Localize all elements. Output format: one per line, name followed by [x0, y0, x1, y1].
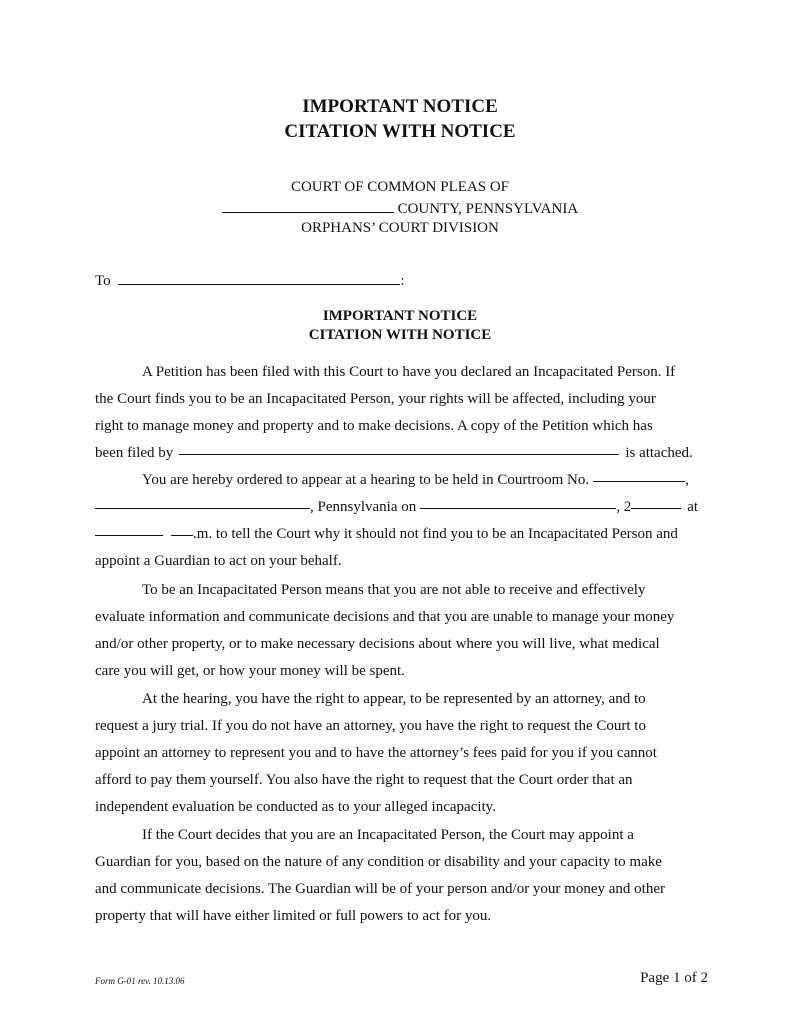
at-label: at [687, 499, 699, 515]
text-line: the Court finds you to be an Incapacitated Person, your rights will be affected, including your [95, 391, 656, 407]
text-line: right to manage money and property and to make decisions. A copy of the Petition which has [95, 418, 653, 434]
comma: , [685, 472, 689, 488]
to-line [95, 270, 405, 290]
date-blank[interactable] [420, 494, 616, 509]
text-line: and/or other property, or to make necessary decisions about where you will live, what medical [95, 636, 660, 652]
courtroom-blank[interactable] [593, 467, 685, 482]
text-line [95, 494, 706, 521]
text-line: If the Court decides that you are an Incapacitated Person, the Court may appoint a [142, 827, 634, 843]
subtitle-line-2: CITATION WITH NOTICE [308, 327, 492, 343]
title-line-1: IMPORTANT NOTICE [302, 96, 498, 117]
year-blank[interactable] [631, 494, 681, 509]
to-label: To [95, 273, 111, 289]
page-title [0, 94, 800, 144]
court-line-3: ORPHANS’ COURT DIVISION [301, 220, 499, 236]
courtroom-label: You are hereby ordered to appear at a hearing to be held in Courtroom No. [142, 472, 590, 488]
subtitle-line-1: IMPORTANT NOTICE [322, 308, 478, 324]
am-pm-blank[interactable] [171, 521, 193, 536]
time-blank[interactable] [95, 521, 163, 536]
text-line: independent evaluation be conducted as to your alleged incapacity. [95, 799, 496, 815]
pennsylvania-on-label: , Pennsylvania on [310, 499, 417, 515]
paragraph-petition [95, 359, 706, 467]
county-blank[interactable] [222, 198, 394, 213]
filed-by-blank[interactable] [179, 440, 619, 455]
text-line: evaluate information and communicate decisions and that you are unable to manage your money [95, 609, 675, 625]
text-line: To be an Incapacitated Person means that you are not able to receive and effectively [142, 582, 646, 598]
court-line-1: COURT OF COMMON PLEAS OF [290, 179, 510, 195]
year-prefix: , 2 [616, 499, 632, 515]
location-blank[interactable] [95, 494, 310, 509]
attached-label: is attached. [625, 445, 693, 461]
text-line: property that will have either limited or full powers to act for you. [95, 908, 492, 924]
text-line: Guardian for you, based on the nature of any condition or disability and your capacity to make [95, 854, 662, 870]
recipient-blank[interactable] [118, 270, 400, 285]
filed-by-label: been filed by [95, 445, 174, 461]
text-line [95, 440, 706, 467]
text-line: At the hearing, you have the right to appear, to be represented by an attorney, and to [142, 691, 646, 707]
text-line: appoint an attorney to represent you and to have the attorney’s fees paid for you if you cannot [95, 745, 657, 761]
to-colon: : [400, 273, 405, 289]
paragraph-rights [95, 686, 706, 821]
text-line: afford to pay them yourself. You also have the right to request that the Court order that an [95, 772, 633, 788]
text-line [95, 521, 706, 548]
form-id: Form G-01 rev. 10.13.06 [95, 976, 185, 986]
text-line: request a jury trial. If you do not have an attorney, you have the right to request the Court to [95, 718, 646, 734]
paragraph-hearing-order [95, 467, 706, 575]
paragraph-definition [95, 577, 706, 685]
county-label: COUNTY, PENNSYLVANIA [397, 200, 579, 217]
text-line: care you will get, or how your money will be spent. [95, 663, 405, 679]
court-line-2 [0, 198, 800, 220]
time-text: .m. to tell the Court why it should not find you to be an Incapacitated Person and [193, 526, 678, 542]
text-line: and communicate decisions. The Guardian will be of your person and/or your money and other [95, 881, 665, 897]
text-line [95, 467, 706, 494]
notice-subtitle [0, 307, 800, 345]
court-header [0, 178, 800, 239]
text-line: appoint a Guardian to act on your behalf. [95, 553, 342, 569]
title-line-2: CITATION WITH NOTICE [284, 121, 516, 142]
paragraph-guardian [95, 822, 706, 930]
page-number: Page 1 of 2 [640, 970, 708, 986]
text-line: A Petition has been filed with this Court to have you declared an Incapacitated Person. If [142, 364, 676, 380]
